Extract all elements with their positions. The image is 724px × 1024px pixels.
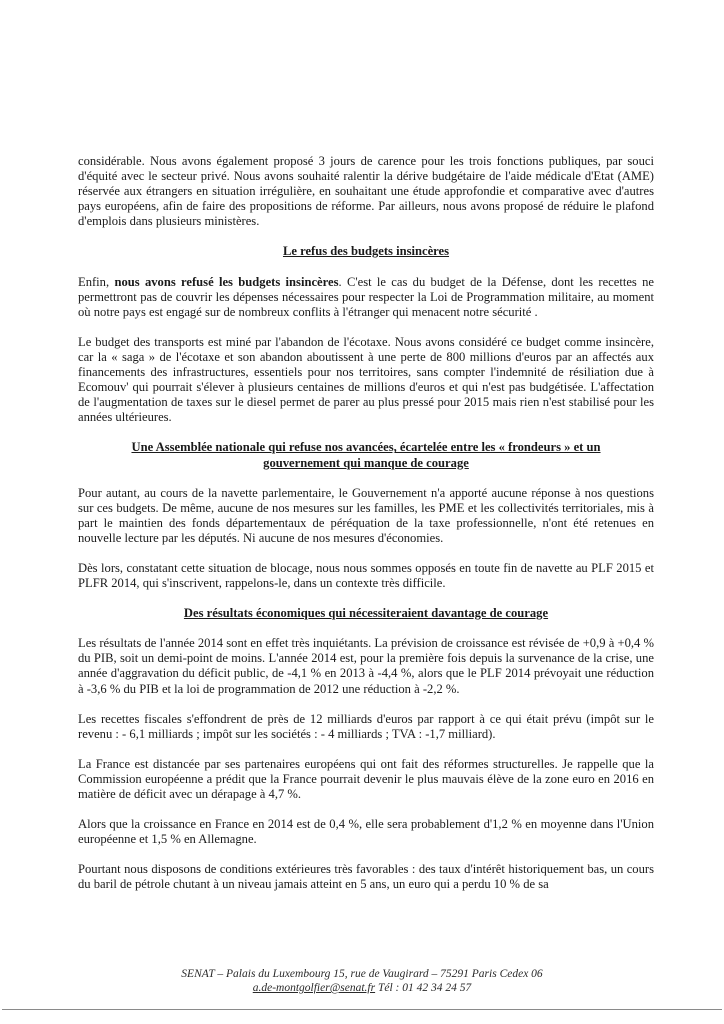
paragraph-defense (78, 275, 654, 320)
paragraph-defense-bold: nous avons refusé les budgets insincères (114, 274, 339, 289)
section-heading-assemblee-line2: gouvernement qui manque de courage (263, 455, 469, 470)
section-heading-assemblee (78, 440, 654, 470)
paragraph-partenaires: La France est distancée par ses partenaires européens qui ont fait des réformes structurelles. Je rappelle que la Commission européenne a prédit que la France pourrait devenir le plus mauvais élève de la zone euro en 2016 en matière de déficit avec un dérapage à 4,7 %. (78, 756, 654, 801)
paragraph-blocage: Dès lors, constatant cette situation de blocage, nous nous sommes opposés en toute fin de navette au PLF 2015 et PLFR 2014, qui s'inscrivent, rappelons-le, dans un contexte très difficile. (78, 560, 654, 591)
footer-contact (0, 981, 724, 995)
document-body (78, 154, 654, 907)
page-footer (0, 967, 724, 995)
paragraph-transports: Le budget des transports est miné par l'abandon de l'écotaxe. Nous avons considéré ce budget comme insincère, car la « saga » de l'écotaxe et son abandon aboutissent à une perte de 800 millions d'euros par an affectés aux financements des infrastructures, essentiels pour nos territoires, sans compter l'indemnité de résiliation due à Ecomouv' qui pourrait s'élever à plusieurs centaines de millions d'euros et qui n'est pas budgétisée. L'affectation de l'augmentation de taxes sur le diesel permet de parer au plus pressé pour 2015 mais rien n'est stabilisé pour les années ultérieures. (78, 334, 654, 425)
paragraph-carence: considérable. Nous avons également proposé 3 jours de carence pour les trois fonctions publiques, par souci d'équité avec le secteur privé. Nous avons souhaité ralentir la dérive budgétaire de l'aide médicale d'Etat (AME) réservée aux étrangers en situation irrégulière, en souhaitant une étude approfondie et comparative avec d'autres pays européens, afin de faire des propositions de réforme. Par ailleurs, nous avons proposé de réduire le plafond d'emplois dans plusieurs ministères. (78, 154, 654, 229)
paragraph-recettes-fiscales: Les recettes fiscales s'effondrent de près de 12 milliards d'euros par rapport à ce qui était prévu (impôt sur le revenu : - 6,1 milliards ; impôt sur les sociétés : - 4 milliards ; TVA : -1,7 milliard). (78, 711, 654, 741)
paragraph-resultats-2014: Les résultats de l'année 2014 sont en effet très inquiétants. La prévision de croissance est révisée de +0,9 à +0,4 % du PIB, soit un demi-point de moins. L'année 2014 est, pour la première fois depuis la survenance de la crise, une année d'aggravation du déficit public, de -4,1 % en 2013 à -4,4 %, alors que le PLF 2014 prévoyait une réduction à -3,6 % du PIB et la loi de programmation de 2012 une réduction à -2,2 %. (78, 636, 654, 696)
paragraph-defense-rest: . C'est le cas du budget de la Défense, dont les recettes ne permettront pas de couvrir les dépenses nécessaires pour respecter la Loi de Programmation militaire, au moment où notre pays est engagé sur de nombreux conflits à l'étranger qui menacent notre sécurité . (78, 274, 655, 319)
footer-phone: Tél : 01 42 34 24 57 (375, 982, 472, 994)
page-edge-line (2, 1009, 722, 1010)
section-heading-budgets-insinceres: Le refus des budgets insincères (282, 244, 450, 259)
footer-email[interactable]: a.de-montgolfier@senat.fr (252, 982, 376, 994)
section-heading-resultats: Des résultats économiques qui nécessiteraient davantage de courage (183, 606, 549, 621)
section-heading-assemblee-line1: Une Assemblée nationale qui refuse nos avancées, écartelée entre les « frondeurs » et un (131, 440, 601, 455)
paragraph-conditions: Pourtant nous disposons de conditions extérieures très favorables : des taux d'intérêt historiquement bas, un cours du baril de pétrole chutant à un niveau jamais atteint en 5 ans, un euro qui a perdu 10 % de sa (78, 862, 654, 892)
paragraph-defense-lead: Enfin, (78, 274, 115, 289)
paragraph-navette: Pour autant, au cours de la navette parlementaire, le Gouvernement n'a apporté aucune réponse à nos questions sur ces budgets. De même, aucune de nos mesures sur les familles, les PME et les collectivités territoriales, mis à part le maintien des fonds départementaux de péréquation de la taxe professionnelle, n'ont été retenues en nouvelle lecture par les députés. Ni aucune de nos mesures d'économies. (78, 485, 654, 545)
paragraph-croissance: Alors que la croissance en France en 2014 est de 0,4 %, elle sera probablement d'1,2 % en moyenne dans l'Union européenne et 1,5 % en Allemagne. (78, 817, 654, 847)
footer-address: SENAT – Palais du Luxembourg 15, rue de Vaugirard – 75291 Paris Cedex 06 (181, 968, 543, 980)
